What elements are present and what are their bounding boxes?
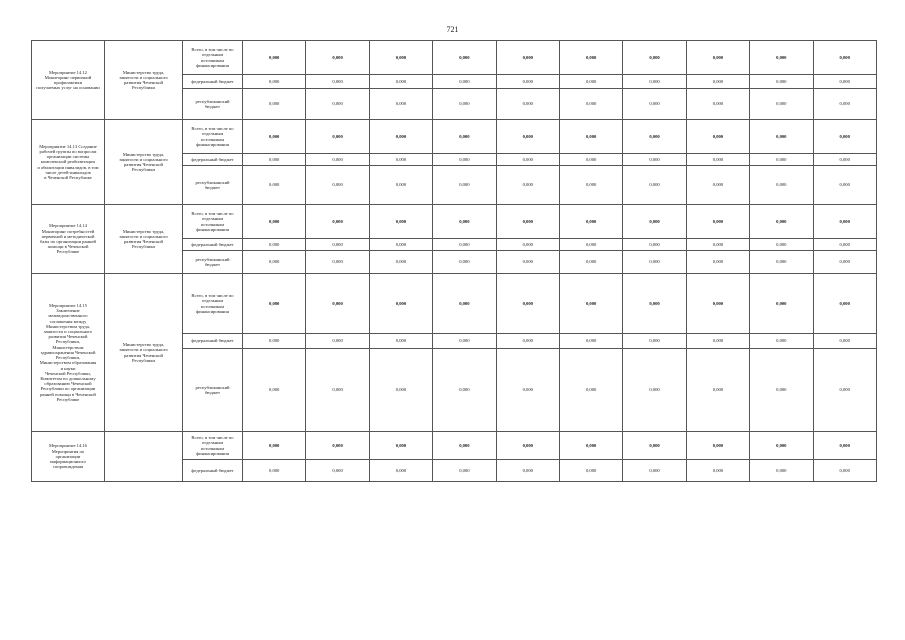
amount-cell: 0,000: [496, 460, 559, 482]
amount-cell: 0,000: [686, 334, 749, 349]
amount-cell: 0,000: [306, 349, 369, 432]
amount-cell: 0,000: [369, 349, 432, 432]
amount-cell: 0,000: [559, 205, 622, 239]
amount-cell: 0,000: [433, 166, 496, 205]
amount-cell: 0,000: [813, 349, 876, 432]
amount-cell: 0,000: [686, 432, 749, 460]
amount-cell: 0,000: [813, 251, 876, 274]
table-body: [32, 41, 877, 482]
amount-cell: 0,000: [243, 75, 306, 89]
amount-cell: 0,000: [813, 334, 876, 349]
amount-cell: 0,000: [686, 89, 749, 120]
amount-cell: 0,000: [750, 432, 813, 460]
amount-cell: 0,000: [559, 274, 622, 334]
table-row: [32, 205, 877, 239]
amount-cell: 0,000: [369, 120, 432, 154]
amount-cell: 0,000: [496, 154, 559, 166]
event-name: Мероприятие 14.16 Мероприятия по организации информационного сопровождения: [32, 432, 105, 482]
executor-name: Министерство труда, занятости и социального развития Чеченской Республики: [105, 274, 183, 432]
funding-source: республиканский бюджет: [183, 251, 243, 274]
amount-cell: 0,000: [559, 239, 622, 251]
amount-cell: 0,000: [306, 432, 369, 460]
amount-cell: 0,000: [559, 251, 622, 274]
funding-source: Всего, в том числе по отдельным источникам финансирования: [183, 120, 243, 154]
amount-cell: 0,000: [369, 460, 432, 482]
amount-cell: 0,000: [306, 166, 369, 205]
amount-cell: 0,000: [559, 120, 622, 154]
amount-cell: 0,000: [750, 166, 813, 205]
amount-cell: 0,000: [369, 432, 432, 460]
amount-cell: 0,000: [623, 154, 686, 166]
funding-source: Всего, в том числе по отдельным источникам финансирования: [183, 41, 243, 75]
amount-cell: 0,000: [369, 75, 432, 89]
amount-cell: 0,000: [623, 89, 686, 120]
amount-cell: 0,000: [750, 251, 813, 274]
amount-cell: 0,000: [559, 334, 622, 349]
amount-cell: 0,000: [496, 349, 559, 432]
amount-cell: 0,000: [243, 41, 306, 75]
amount-cell: 0,000: [813, 460, 876, 482]
amount-cell: 0,000: [623, 432, 686, 460]
executor-name: [105, 432, 183, 482]
amount-cell: 0,000: [686, 251, 749, 274]
amount-cell: 0,000: [686, 75, 749, 89]
amount-cell: 0,000: [369, 89, 432, 120]
amount-cell: 0,000: [623, 274, 686, 334]
amount-cell: 0,000: [243, 205, 306, 239]
executor-name: Министерство труда, занятости и социального развития Чеченской Республики: [105, 120, 183, 205]
amount-cell: 0,000: [686, 41, 749, 75]
amount-cell: 0,000: [433, 75, 496, 89]
amount-cell: 0,000: [813, 120, 876, 154]
amount-cell: 0,000: [813, 154, 876, 166]
amount-cell: 0,000: [559, 41, 622, 75]
amount-cell: 0,000: [496, 166, 559, 205]
amount-cell: 0,000: [496, 334, 559, 349]
amount-cell: 0,000: [686, 166, 749, 205]
amount-cell: 0,000: [306, 251, 369, 274]
amount-cell: 0,000: [243, 89, 306, 120]
amount-cell: 0,000: [496, 274, 559, 334]
event-name: Мероприятие 14.12 Мониторинг первичной профилактики получаемых услуг на основании: [32, 41, 105, 120]
amount-cell: 0,000: [243, 349, 306, 432]
amount-cell: 0,000: [369, 274, 432, 334]
amount-cell: 0,000: [433, 274, 496, 334]
amount-cell: 0,000: [306, 274, 369, 334]
amount-cell: 0,000: [433, 41, 496, 75]
event-name: Мероприятие 14.13 Создание рабочей группы по вопросам организации системы комплексной реабилитации и абилитации инвалидов, в том числе детей-инвалидов в Чеченской Республике: [32, 120, 105, 205]
amount-cell: 0,000: [496, 89, 559, 120]
amount-cell: 0,000: [369, 41, 432, 75]
amount-cell: 0,000: [750, 334, 813, 349]
amount-cell: 0,000: [496, 239, 559, 251]
amount-cell: 0,000: [306, 154, 369, 166]
budget-table: [31, 40, 877, 482]
executor-name: Министерство труда, занятости и социального развития Чеченской Республики: [105, 205, 183, 274]
amount-cell: 0,000: [243, 239, 306, 251]
amount-cell: 0,000: [306, 460, 369, 482]
funding-source: Всего, в том числе по отдельным источникам финансирования: [183, 274, 243, 334]
amount-cell: 0,000: [559, 460, 622, 482]
amount-cell: 0,000: [306, 75, 369, 89]
amount-cell: 0,000: [750, 154, 813, 166]
amount-cell: 0,000: [750, 89, 813, 120]
funding-source: федеральный бюджет: [183, 154, 243, 166]
amount-cell: 0,000: [686, 205, 749, 239]
amount-cell: 0,000: [496, 41, 559, 75]
amount-cell: 0,000: [559, 89, 622, 120]
amount-cell: 0,000: [496, 120, 559, 154]
amount-cell: 0,000: [813, 274, 876, 334]
amount-cell: 0,000: [243, 432, 306, 460]
amount-cell: 0,000: [433, 154, 496, 166]
funding-source: республиканский бюджет: [183, 89, 243, 120]
amount-cell: 0,000: [306, 334, 369, 349]
event-name: Мероприятие 14.14 Мониторинг потребностей первичной и методической базы по организации ранней помощи в Чеченской Республике: [32, 205, 105, 274]
amount-cell: 0,000: [306, 205, 369, 239]
amount-cell: 0,000: [686, 349, 749, 432]
amount-cell: 0,000: [306, 41, 369, 75]
amount-cell: 0,000: [750, 460, 813, 482]
funding-source: федеральный бюджет: [183, 334, 243, 349]
amount-cell: 0,000: [243, 120, 306, 154]
amount-cell: 0,000: [623, 460, 686, 482]
amount-cell: 0,000: [496, 75, 559, 89]
funding-source: Всего, в том числе по отдельным источникам финансирования: [183, 432, 243, 460]
amount-cell: 0,000: [306, 89, 369, 120]
amount-cell: 0,000: [686, 239, 749, 251]
amount-cell: 0,000: [623, 75, 686, 89]
amount-cell: 0,000: [813, 239, 876, 251]
amount-cell: 0,000: [750, 349, 813, 432]
amount-cell: 0,000: [306, 239, 369, 251]
amount-cell: 0,000: [433, 460, 496, 482]
amount-cell: 0,000: [559, 166, 622, 205]
amount-cell: 0,000: [369, 166, 432, 205]
amount-cell: 0,000: [243, 460, 306, 482]
event-name: Мероприятие 14.15 Заключение межведомственного соглашения между Министерством труда, занятости и социального развития Чеченской Республики, Министерством здравоохранения Чеченской Республики, Министерством образования и науки Чеченской Республики, Комитетом по дошкольному образованию Чеченской Республики по организации ранней помощи в Чеченской Республике: [32, 274, 105, 432]
amount-cell: 0,000: [813, 41, 876, 75]
amount-cell: 0,000: [623, 41, 686, 75]
amount-cell: 0,000: [433, 239, 496, 251]
funding-source: Всего, в том числе по отдельным источникам финансирования: [183, 205, 243, 239]
amount-cell: 0,000: [559, 75, 622, 89]
amount-cell: 0,000: [813, 205, 876, 239]
amount-cell: 0,000: [433, 89, 496, 120]
amount-cell: 0,000: [496, 205, 559, 239]
page-number: 721: [446, 25, 459, 34]
amount-cell: 0,000: [433, 432, 496, 460]
amount-cell: 0,000: [623, 251, 686, 274]
amount-cell: 0,000: [369, 205, 432, 239]
funding-source: федеральный бюджет: [183, 239, 243, 251]
amount-cell: 0,000: [750, 205, 813, 239]
funding-source: республиканский бюджет: [183, 166, 243, 205]
amount-cell: 0,000: [559, 349, 622, 432]
amount-cell: 0,000: [369, 239, 432, 251]
amount-cell: 0,000: [559, 154, 622, 166]
funding-source: республиканский бюджет: [183, 349, 243, 432]
amount-cell: 0,000: [433, 120, 496, 154]
amount-cell: 0,000: [243, 251, 306, 274]
amount-cell: 0,000: [243, 154, 306, 166]
amount-cell: 0,000: [813, 432, 876, 460]
amount-cell: 0,000: [686, 154, 749, 166]
amount-cell: 0,000: [623, 239, 686, 251]
amount-cell: 0,000: [306, 120, 369, 154]
amount-cell: 0,000: [813, 75, 876, 89]
amount-cell: 0,000: [243, 334, 306, 349]
amount-cell: 0,000: [750, 274, 813, 334]
amount-cell: 0,000: [686, 274, 749, 334]
table-row: [32, 274, 877, 334]
amount-cell: 0,000: [433, 205, 496, 239]
amount-cell: 0,000: [750, 120, 813, 154]
executor-name: Министерство труда, занятости и социального развития Чеченской Республики: [105, 41, 183, 120]
amount-cell: 0,000: [433, 334, 496, 349]
amount-cell: 0,000: [623, 166, 686, 205]
amount-cell: 0,000: [750, 41, 813, 75]
amount-cell: 0,000: [623, 120, 686, 154]
amount-cell: 0,000: [243, 166, 306, 205]
amount-cell: 0,000: [369, 334, 432, 349]
amount-cell: 0,000: [369, 251, 432, 274]
amount-cell: 0,000: [813, 89, 876, 120]
amount-cell: 0,000: [433, 251, 496, 274]
amount-cell: 0,000: [433, 349, 496, 432]
funding-source: федеральный бюджет: [183, 75, 243, 89]
amount-cell: 0,000: [369, 154, 432, 166]
table-row: [32, 120, 877, 154]
table-row: [32, 41, 877, 75]
amount-cell: 0,000: [623, 349, 686, 432]
amount-cell: 0,000: [243, 274, 306, 334]
table-row: [32, 432, 877, 460]
amount-cell: 0,000: [496, 432, 559, 460]
funding-source: федеральный бюджет: [183, 460, 243, 482]
amount-cell: 0,000: [686, 120, 749, 154]
amount-cell: 0,000: [623, 205, 686, 239]
amount-cell: 0,000: [686, 460, 749, 482]
amount-cell: 0,000: [750, 75, 813, 89]
amount-cell: 0,000: [496, 251, 559, 274]
amount-cell: 0,000: [813, 166, 876, 205]
amount-cell: 0,000: [750, 239, 813, 251]
amount-cell: 0,000: [559, 432, 622, 460]
amount-cell: 0,000: [623, 334, 686, 349]
